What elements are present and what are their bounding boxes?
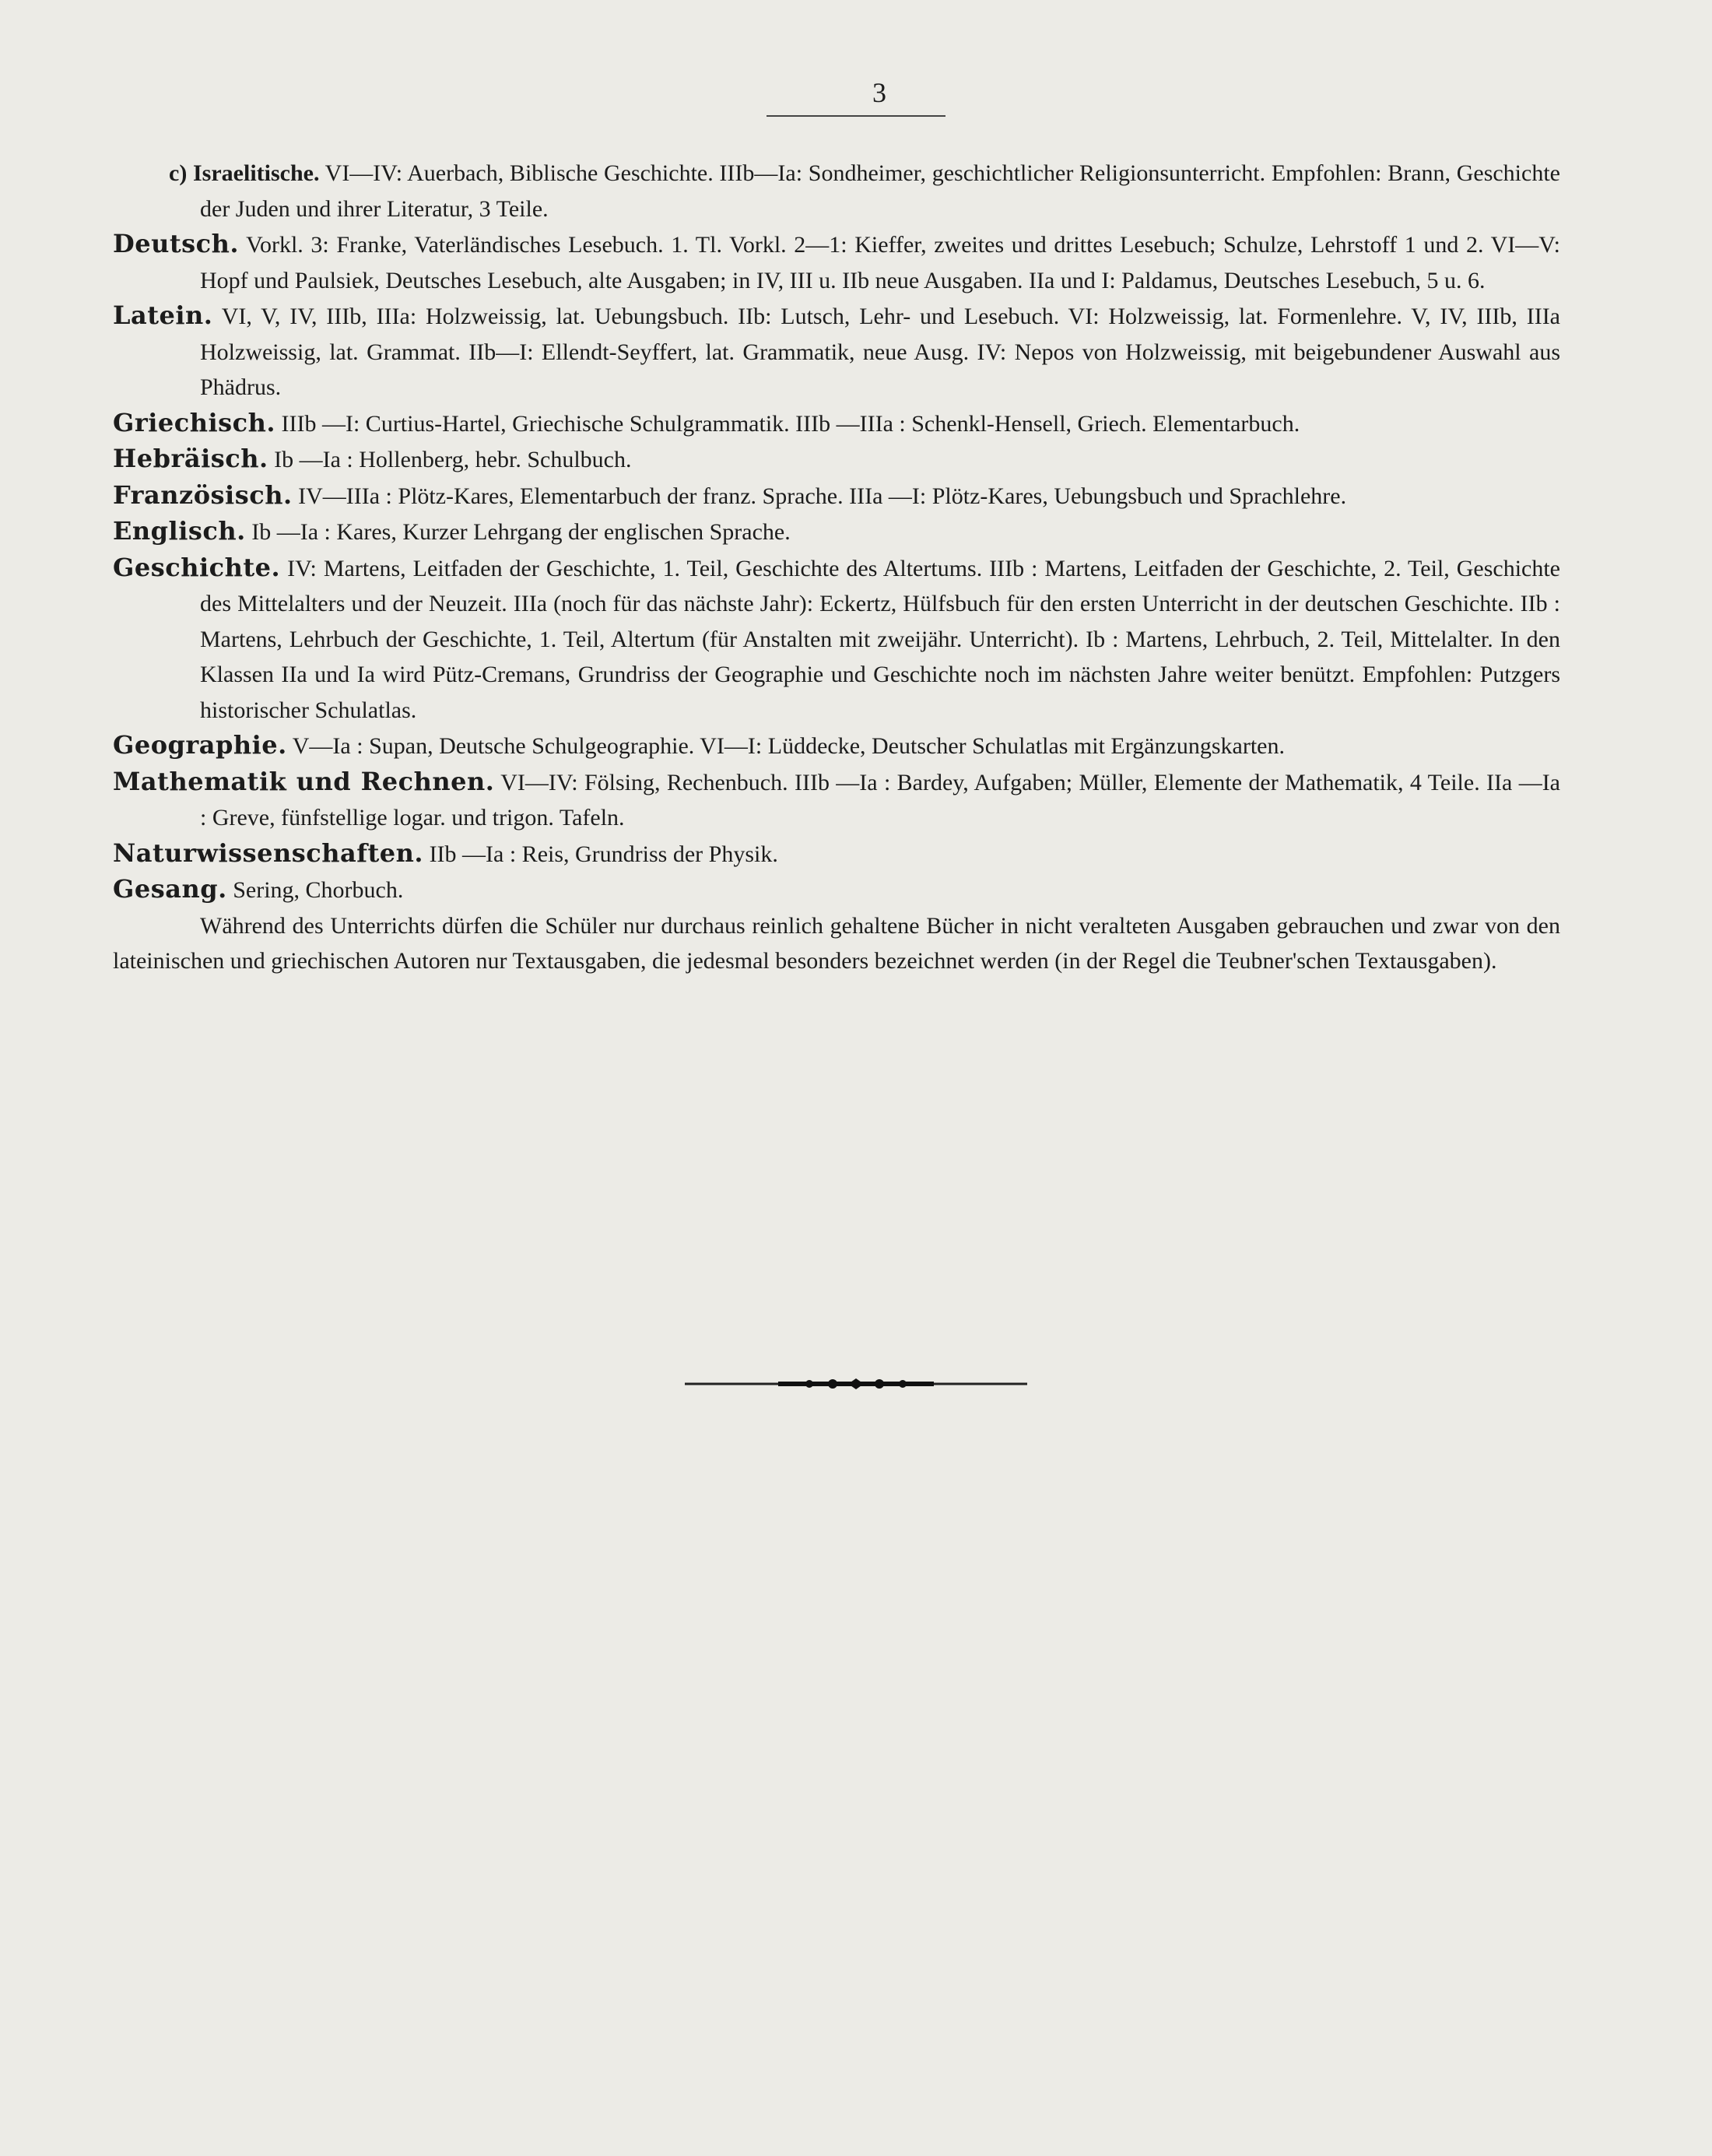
- entry-franzoesisch: [113, 478, 1560, 514]
- book-list: [113, 156, 1560, 979]
- entry-text: IV: Martens, Leitfaden der Geschichte, 1. Teil, Geschichte des Altertums. IIIb : Martens, Leitfaden der Geschichte, 2. Teil, Geschichte des Mittelalters und der Neuzeit. IIIa (noch für das nächste Jahr): Eckertz, Hülfsbuch für den ersten Unterricht in der deutschen Geschichte. IIb : Martens, Lehrbuch der Geschichte, 1. Teil, Altertum (für Anstalten mit zweijähr. Unterricht). Ib : Martens, Lehrbuch, 2. Teil, Mittelalter. In den Klassen IIa und Ia wird Pütz-Cremans, Grundriss der Geographie und Geschichte noch im nächsten Jahre weiter benützt. Empfohlen: Putzgers historischer Schulatlas.: [200, 555, 1561, 723]
- entry-subject: Hebräisch.: [113, 444, 268, 473]
- page-number-rule: [767, 115, 945, 117]
- entry-subject: Geographie.: [113, 730, 287, 760]
- entry-subject: Griechisch.: [113, 407, 276, 437]
- entry-text: Sering, Chorbuch.: [233, 877, 404, 903]
- entry-subject: Gesang.: [113, 874, 227, 904]
- closing-paragraph: Während des Unterrichts dürfen die Schüler nur durchaus reinlich gehaltene Bücher in nicht veralteten Ausgaben gebrauchen und zwar von den lateinischen und griechischen Autoren nur Textausgaben, die jedesmal besonders bezeichnet werden (in der Regel die Teubner'schen Textausgaben).: [113, 912, 1560, 974]
- entry-subject: Naturwissenschaften.: [113, 837, 424, 868]
- entry-hebraeisch: [113, 441, 1560, 478]
- entry-latein: [113, 298, 1560, 406]
- entry-text: Vorkl. 3: Franke, Vaterländisches Lesebuch. 1. Tl. Vorkl. 2—1: Kieffer, zweites und drittes Lesebuch; Schulze, Lehrstoff 1 und 2. VI—V: Hopf und Paulsiek, Deutsches Lesebuch, alte Ausgaben; in IV, III u. IIb neue Ausgaben. IIa und I: Paldamus, Deutsches Lesebuch, 5 u. 6.: [200, 232, 1560, 293]
- ornament-divider: [685, 1376, 1027, 1392]
- entry-text: IIIb —I: Curtius-Hartel, Griechische Schulgrammatik. IIIb —IIIa : Schenkl-Hensell, Griech. Elementarbuch.: [281, 410, 1300, 437]
- entry-text: IIb —Ia : Reis, Grundriss der Physik.: [429, 841, 778, 867]
- entry-subject: Englisch.: [113, 516, 246, 546]
- entry-geschichte: [113, 550, 1560, 729]
- entry-text: VI—IV: Fölsing, Rechenbuch. IIIb —Ia : Bardey, Aufgaben; Müller, Elemente der Mathematik, 4 Teile. IIa —Ia : Greve, fünfstellige logar. und trigon. Tafeln.: [200, 769, 1560, 830]
- entry-gesang: [113, 872, 1560, 908]
- entry-naturwissenschaften: [113, 836, 1560, 873]
- page-number: 3: [872, 77, 886, 108]
- entry-subject: Geschichte.: [113, 552, 281, 582]
- entry-geographie: [113, 728, 1560, 764]
- entry-subject: c) Israelitische.: [169, 160, 320, 186]
- ornament-divider-graphic: [685, 1376, 1027, 1392]
- entry-text: Ib —Ia : Hollenberg, hebr. Schulbuch.: [274, 447, 632, 472]
- entry-subject: Deutsch.: [113, 229, 240, 258]
- entry-subject: Französisch.: [113, 479, 293, 510]
- entry-subject: Mathematik und Rechnen.: [113, 766, 495, 796]
- entry-text: V—Ia : Supan, Deutsche Schulgeographie. VI—I: Lüddecke, Deutscher Schulatlas mit Ergänzungskarten.: [292, 733, 1285, 759]
- entry-deutsch: [113, 226, 1560, 298]
- entry-englisch: [113, 514, 1560, 550]
- entry-text: IV—IIIa : Plötz-Kares, Elementarbuch der franz. Sprache. IIIa —I: Plötz-Kares, Uebungsbuch und Sprachlehre.: [298, 483, 1347, 509]
- entry-israelitische: [113, 156, 1560, 226]
- entry-text: VI—IV: Auerbach, Biblische Geschichte. IIIb—Ia: Sondheimer, geschichtlicher Religionsunterricht. Empfohlen: Brann, Geschichte der Juden und ihrer Literatur, 3 Teile.: [200, 160, 1560, 222]
- entry-text: Ib —Ia : Kares, Kurzer Lehrgang der englischen Sprache.: [251, 519, 791, 545]
- entry-text: VI, V, IV, IIIb, IIIa: Holzweissig, lat. Uebungsbuch. IIb: Lutsch, Lehr- und Lesebuch. VI: Holzweissig, lat. Formenlehre. V, IV, IIIb, IIIa Holzweissig, lat. Grammat. IIb—I: Ellendt-Seyffert, lat. Grammatik, neue Ausg. IV: Nepos von Holzweissig, mit beigebundener Auswahl aus Phädrus.: [200, 304, 1560, 400]
- entry-mathematik: [113, 764, 1560, 836]
- entry-subject: Latein.: [113, 300, 213, 330]
- entry-griechisch: [113, 406, 1560, 442]
